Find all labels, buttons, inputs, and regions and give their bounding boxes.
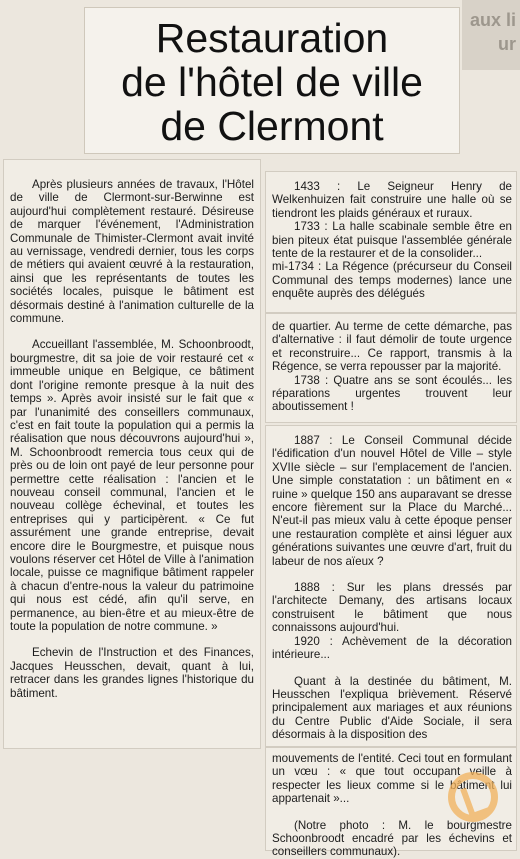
left-column <box>10 178 254 700</box>
right2-paragraph-2: 1738 : Quatre ans se sont écoulés... les réparations urgentes trouvent leur aboutissement ! <box>272 373 512 414</box>
headline-box <box>84 7 460 154</box>
right1-paragraph-1: 1433 : Le Seigneur Henry de Welkenhuizen fait construire une halle où se tiendront les plaids généraux et ruraux. <box>272 180 512 220</box>
bleed-text-1: aux li <box>469 10 516 30</box>
bleed-text-2: ur <box>498 34 516 54</box>
right3-paragraph-1: 1887 : Le Conseil Communal décide l'édification d'un nouvel Hôtel de Ville – style XVIIe siècle – sur l'emplacement de l'ancien. Une simple constatation : un bâtiment en « ruine » quelque 150 ans auparavant se dresse encore fièrement sur la Place du Marché... N'eut-il pas mieux valu à cette époque penser une restauration complète et ainsi léguer aux générations suivantes une œuvre d'art, fruit du labeur de nos aïeux ? <box>272 434 512 568</box>
right2-paragraph-1: de quartier. Au terme de cette démarche, pas d'alternative : il faut démolir de toute urgence et reconstruire... Ce rapport, transmis à la Régence, se verra repousser par la majorité. <box>272 320 512 374</box>
right4-paragraph-2: (Notre photo : M. le bourgmestre Schoonbroodt encadré par les échevins et conseillers communaux). <box>272 818 512 859</box>
right-column-part-1 <box>272 180 512 301</box>
right-column-part-2 <box>272 320 512 414</box>
right3-paragraph-3: 1920 : Achèvement de la décoration intérieure... <box>272 634 512 662</box>
right4-paragraph-1: mouvements de l'entité. Ceci tout en formulant un vœu : « que tout occupant veille à respecter les lieux comme si le bâtiment lui appartenait »... <box>272 752 512 806</box>
headline-line-2: de l'hôtel de ville <box>121 59 423 105</box>
left-paragraph-3: Echevin de l'Instruction et des Finances, Jacques Heusschen, devait, quant à lui, retracer dans les grandes lignes l'historique du bâtiment. <box>10 646 254 700</box>
right1-paragraph-3: mi-1734 : La Régence (précurseur du Conseil Communal des temps modernes) lance une enquête auprès des délégués <box>272 260 512 301</box>
archive-stamp-icon <box>448 772 498 822</box>
right3-paragraph-4: Quant à la destinée du bâtiment, M. Heusschen l'expliqua brièvement. Réservé principalement aux mariages et aux réunions du Centre Public d'Aide Sociale, il sera désormais à la disposition des <box>272 674 512 742</box>
left-paragraph-2: Accueillant l'assemblée, M. Schoonbroodt, bourgmestre, dit sa joie de voir restauré cet « immeuble unique en Belgique, ce bâtiment dont l'origine remonte presque à la nuit des temps ». Après avoir insisté sur le fait que « par l'unanimité des conseillers communaux, c'est en fait toute la population qui a permis la réalisation que nous découvrons aujourd'hui », M. Schoonbroodt remercia tous ceux qui de près ou de loin ont payé de leur personne pour permettre cette réalisation : l'ancien et le nouveau conseil communal, l'ancien et le nouveau collège échevinal, et toutes les entreprises qui y participèrent. « Ce fut assurément une grande entreprise, devait encore dire le Bourgmestre, et puisque nous voulons réserver cet Hôtel de Ville à l'animation locale, puisse ce magnifique bâtiment rappeler à chacun d'entre-nous la valeur du patrimoine qui nous est cédé, afin qu'il serve, en permanence, au bien-être et au mieux-être de toute la population de notre commune. » <box>10 338 254 633</box>
right3-paragraph-2: 1888 : Sur les plans dressés par l'architecte Demany, des artisans locaux construisent le bâtiment que nous connaissons aujourd'hui. <box>272 581 512 635</box>
headline-line-3: de Clermont <box>160 103 384 149</box>
adjacent-clipping-fragment <box>462 0 520 70</box>
left-paragraph-1: Après plusieurs années de travaux, l'Hôtel de ville de Clermont-sur-Berwinne est aujourd'hui complètement restauré. Désireuse de marquer l'événement, l'Administration Communale de Thimister-Clermont avait invité au vernissage, vendredi dernier, tous les corps de métiers qui avaient œuvré à la restauration, ainsi que les représentants de toutes les sociétés locales, puisque le bâtiment est désormais destiné à l'animation culturelle de la commune. <box>10 178 254 326</box>
right1-paragraph-2: 1733 : La halle scabinale semble être en bien piteux état puisque l'assemblée générale tente de la restaurer et de la consolider... <box>272 220 512 261</box>
right-column-part-3 <box>272 434 512 742</box>
headline-line-1: Restauration <box>155 15 389 61</box>
